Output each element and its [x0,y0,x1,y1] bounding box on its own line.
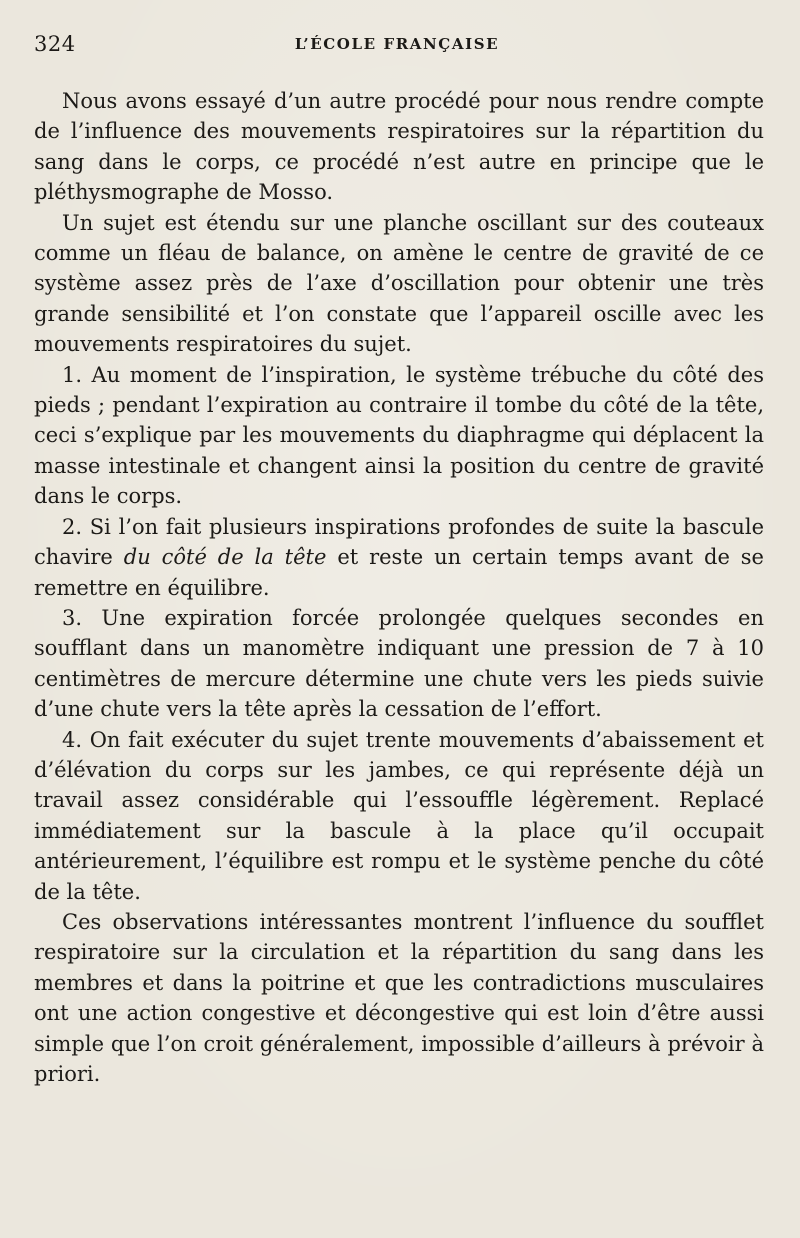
page-header [34,32,760,62]
paragraph-intro: Nous avons essayé d’un autre procédé pour nous rendre compte de l’influence des mouvements respiratoires sur la répartition du sang dans le corps, ce procédé n’est autre en principe que le pléthysmographe de Mosso. [34,89,764,205]
body-text [34,86,764,1089]
paragraph-conclusion: Ces observations intéressantes montrent l’influence du soufflet respiratoire sur la circulation et la répartition du sang dans les membres et dans la poitrine et que les contradictions musculaires ont une action congestive et décongestive qui est loin d’être aussi simple que l’on croit généralement, impossible d’ailleurs à prévoir à priori. [34,909,764,1086]
paragraph-method: Un sujet est étendu sur une planche oscillant sur des couteaux comme un fléau de balance, on amène le centre de gravité de ce système assez près de l’axe d’oscillation pour obtenir une très grande sensibilité et l’on constate que l’appareil oscille avec les mouvements respiratoires du sujet. [34,210,764,357]
paragraph-observation-3: 3. Une expiration forcée prolongée quelques secondes en soufflant dans un manomètre indiquant une pression de 7 à 10 centimètres de mercure détermine une chute vers les pieds suivie d’une chute vers la tête après la cessation de l’effort. [34,605,764,722]
running-title: L’ÉCOLE FRANÇAISE [294,35,500,53]
paragraph-observation-1: 1. Au moment de l’inspiration, le système trébuche du côté des pieds ; pendant l’expiration au contraire il tombe du côté de la tête, ceci s’explique par les mouvements du diaphragme qui déplacent la masse intestinale et changent ainsi la position du centre de gravité dans le corps. [34,362,764,509]
observation-2-text-start: 2. Si l’on fait plusieurs inspirations profondes de suite la bascule chavire [34,514,764,570]
paragraph-observation-4: 4. On fait exécuter du sujet trente mouvements d’abaissement et d’élévation du corps sur les jambes, ce qui représente déjà un travail assez considérable qui l’essouffle légèrement. Replacé immédiatement sur la bascule à la place qu’il occupait antérieurement, l’équilibre est rompu et le système penche du côté de la tête. [34,727,764,904]
paragraph-observation-2 [34,512,764,603]
observation-2-italic: du côté de la tête [123,545,327,570]
page-number: 324 [34,32,76,56]
observation-2-text-end: et reste un certain temps avant de se remettre en équilibre. [34,545,764,600]
